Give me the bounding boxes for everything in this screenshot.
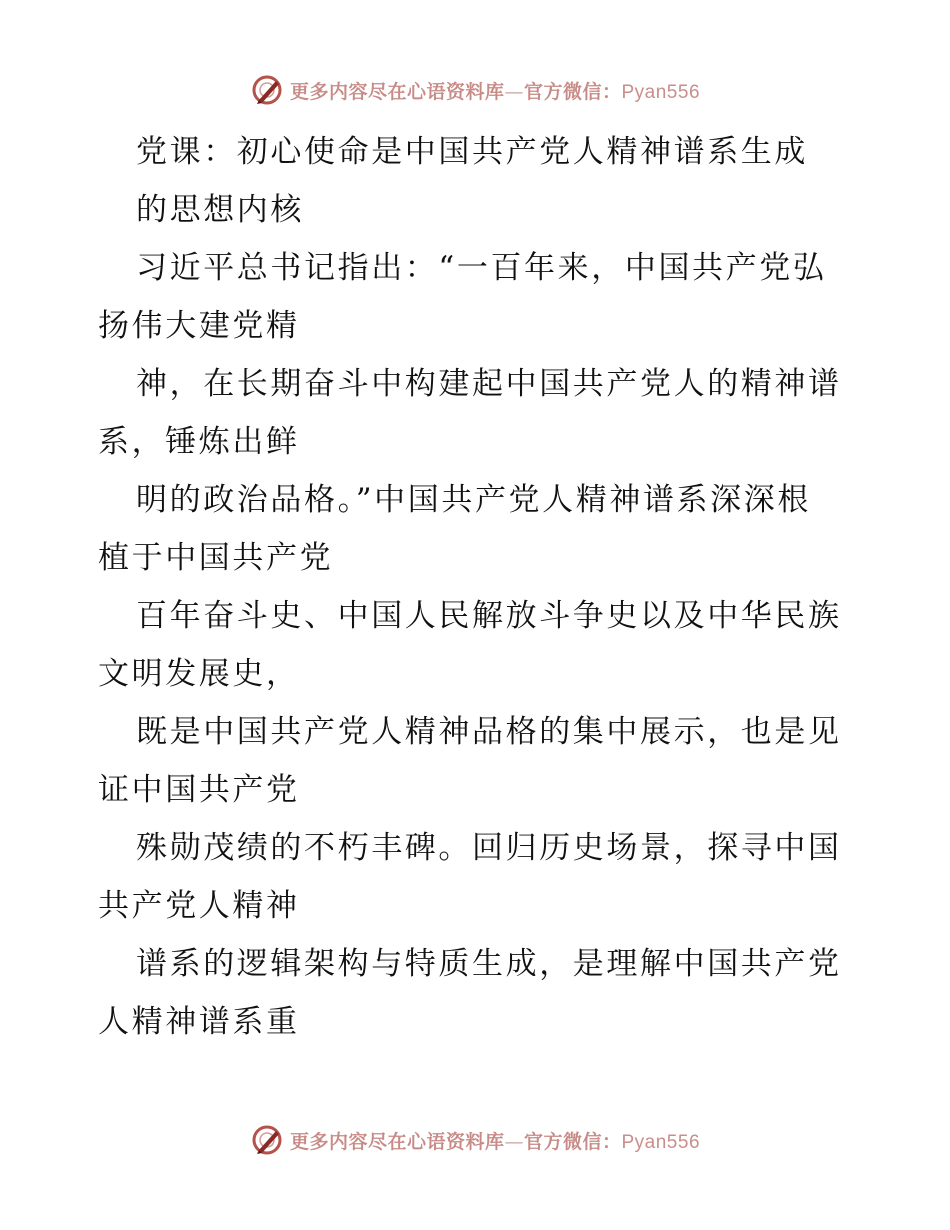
banner-wechat-id: Pyan556 <box>621 1131 701 1153</box>
paragraph-line: 证中国共产党 <box>98 772 300 808</box>
paragraph-line: 殊勋茂绩的不朽丰碑。回归历史场景，探寻中国 <box>136 830 842 866</box>
banner-label: 官方微信： <box>523 80 622 103</box>
header-watermark-text <box>290 77 700 104</box>
document-title-line: 的思想内核 <box>136 192 304 228</box>
paragraph-line: 植于中国共产党 <box>98 540 334 576</box>
banner-main-text: 更多内容尽在心语资料库 <box>289 80 505 103</box>
paragraph-line: 既是中国共产党人精神品格的集中展示，也是见 <box>136 714 842 750</box>
banner-wechat-id: Pyan556 <box>621 81 701 103</box>
paragraph-line: 谱系的逻辑架构与特质生成，是理解中国共产党 <box>136 946 842 982</box>
paragraph-line: 共产党人精神 <box>98 888 300 924</box>
pen-logo-icon <box>250 73 284 107</box>
paragraph-line: 神，在长期奋斗中构建起中国共产党人的精神谱 <box>136 366 842 402</box>
pen-logo-icon <box>250 1123 284 1157</box>
paragraph-line: 扬伟大建党精 <box>98 308 300 344</box>
paragraph-line: 系，锤炼出鲜 <box>98 424 300 460</box>
document-body <box>98 123 858 1051</box>
banner-main-text: 更多内容尽在心语资料库 <box>289 1130 505 1153</box>
banner-label: 官方微信： <box>523 1130 622 1153</box>
footer-watermark-text <box>290 1127 700 1154</box>
paragraph-line: 人精神谱系重 <box>98 1004 300 1040</box>
paragraph-line: 习近平总书记指出：“一百年来，中国共产党弘 <box>136 250 827 286</box>
paragraph-line: 百年奋斗史、中国人民解放斗争史以及中华民族 <box>136 598 842 634</box>
banner-separator: — <box>504 1130 524 1153</box>
header-watermark-banner <box>0 72 950 108</box>
document-title-line: 党课：初心使命是中国共产党人精神谱系生成 <box>136 134 808 170</box>
paragraph-line: 明的政治品格。”中国共产党人精神谱系深深根 <box>136 482 811 518</box>
footer-watermark-banner <box>0 1122 950 1158</box>
paragraph-line: 文明发展史， <box>98 656 300 692</box>
banner-separator: — <box>504 80 524 103</box>
